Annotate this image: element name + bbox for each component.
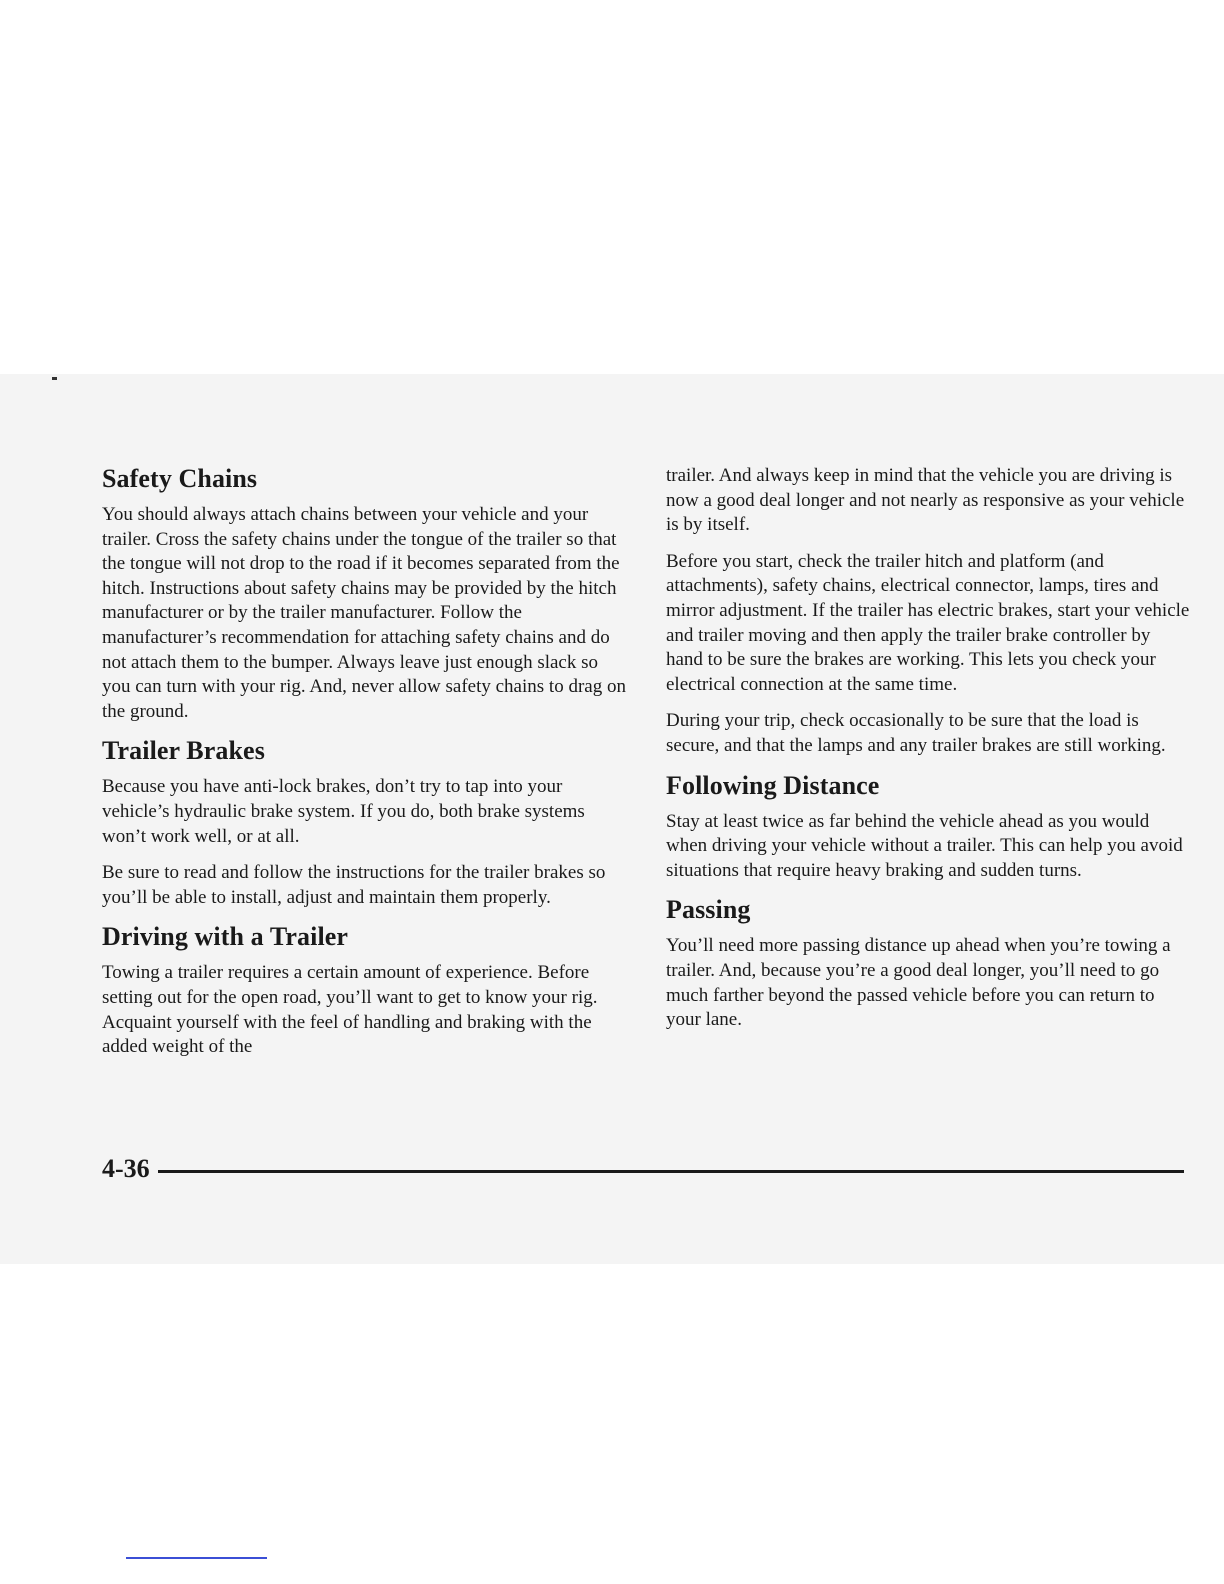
paragraph: Before you start, check the trailer hitch and platform (and attachments), safety chains, electrical connector, lamps, tires and mirror adjustment. If the trailer has electric brakes, start your vehicle and trailer moving and then apply the trailer brake controller by hand to be sure the brakes are working. This lets you check your electrical connection at the same time. <box>666 550 1190 695</box>
left-column <box>102 460 630 1072</box>
paragraph: Stay at least twice as far behind the vehicle ahead as you would when driving your vehicle without a trailer. This can help you avoid situations that require heavy braking and sudden turns. <box>666 810 1183 881</box>
heading-safety-chains: Safety Chains <box>102 464 258 493</box>
section-passing <box>666 895 1190 1032</box>
heading-following-distance: Following Distance <box>666 770 880 800</box>
section-following-distance <box>666 771 1190 884</box>
paragraph: Because you have anti-lock brakes, don’t try to tap into your vehicle’s hydraulic brake system. If you do, both brake systems won’t work well, or at all. <box>102 776 585 847</box>
link-underline[interactable] <box>126 1557 267 1559</box>
page-number: 4-36 <box>102 1154 150 1183</box>
page-footer <box>102 1152 1184 1186</box>
footer-rule <box>158 1170 1184 1173</box>
section-driving-with-a-trailer <box>102 922 630 1059</box>
right-column <box>666 464 1190 1045</box>
scan-mark <box>52 377 57 380</box>
paragraph: You should always attach chains between your vehicle and your trailer. Cross the safety chains under the tongue of the trailer so that the tongue will not drop to the road if it becomes separated from the hitch. Instructions about safety chains may be provided by the hitch manufacturer or by the trailer manufacturer. Follow the manufacturer’s recommendation for attaching safety chains and do not attach them to the bumper. Always leave just enough slack so you can turn with your rig. And, never allow safety chains to drag on the ground. <box>102 504 626 722</box>
continued-paragraph: trailer. And always keep in mind that the vehicle you are driving is now a good deal longer and not nearly as responsive as your vehicle is by itself. <box>666 465 1185 536</box>
heading-driving-with-a-trailer: Driving with a Trailer <box>102 922 349 952</box>
paragraph: During your trip, check occasionally to be sure that the load is secure, and that the lamps and any trailer brakes are still working. <box>666 710 1166 756</box>
paragraph: Be sure to read and follow the instructions for the trailer brakes so you’ll be able to install, adjust and maintain them properly. <box>102 862 606 908</box>
paragraph: You’ll need more passing distance up ahead when you’re towing a trailer. And, because you’re a good deal longer, you’ll need to go much farther beyond the passed vehicle before you can return to your lane. <box>666 935 1171 1031</box>
paragraph: Towing a trailer requires a certain amount of experience. Before setting out for the open road, you’ll want to get to know your rig. Acquaint yourself with the feel of handling and braking with the added weight of the <box>102 962 598 1058</box>
heading-trailer-brakes: Trailer Brakes <box>102 736 265 766</box>
section-safety-chains <box>102 464 630 724</box>
section-trailer-brakes <box>102 736 630 910</box>
heading-passing: Passing <box>666 895 751 925</box>
